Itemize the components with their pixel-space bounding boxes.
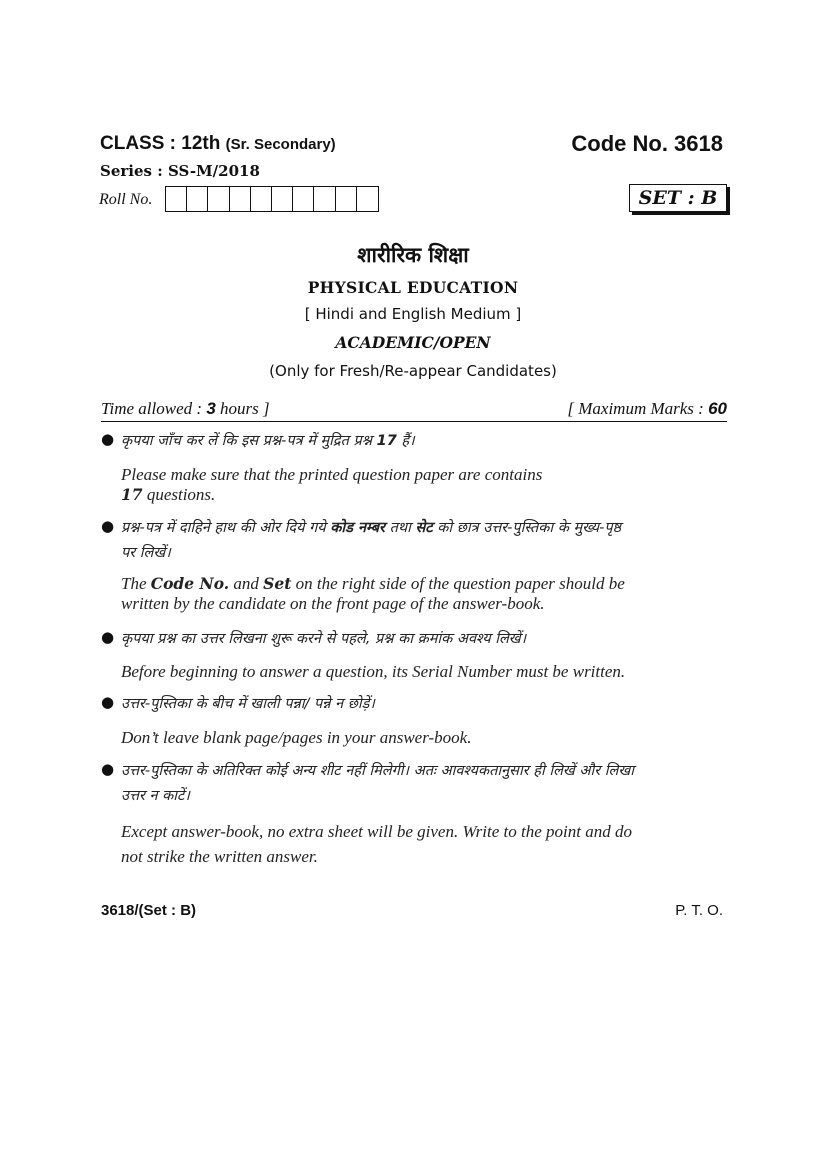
instruction-english [121,819,727,869]
roll-number-boxes[interactable] [165,186,379,212]
time-allowed-label: Time allowed : [101,399,207,418]
class-label: CLASS : 12th [100,133,221,154]
bullet-icon: ● [101,628,115,646]
roll-digit-box[interactable] [251,187,272,211]
text-line: उत्तर-पुस्तिका के अतिरिक्त कोई अन्य शीट नहीं मिलेगी। अतः आवश्यकतानुसार ही लिखें और लिखा [121,763,634,779]
text-segment: कृपया जाँच कर लें कि इस प्रश्न-पत्र में मुद्रित प्रश्न [121,433,377,449]
time-allowed-value: 3 [206,399,216,418]
text-line: Please make sure that the printed question paper are contains [121,465,543,484]
footer-code: 3618/(Set : B) [101,902,197,919]
instruction-english: Before beginning to answer a question, its Serial Number must be written. [121,662,626,681]
text-bold: 17 [121,485,143,504]
instruction-english: Don’t leave blank page/pages in your answer-book. [121,728,472,747]
class-sub: (Sr. Secondary) [225,136,336,153]
text-bold: 17 [376,433,397,449]
instruction-english [121,574,727,614]
text-bold: Set [263,574,292,593]
academic-label: ACADEMIC/OPEN [335,333,491,352]
class-heading [100,133,336,155]
bullet-icon: ● [101,430,115,448]
roll-digit-box[interactable] [293,187,314,211]
code-number: Code No. 3618 [571,131,723,156]
instruction-english [121,465,727,505]
text-segment: तथा [384,520,416,536]
instruction-hindi [121,759,727,809]
set-badge: SET : B [629,184,727,212]
roll-digit-box[interactable] [336,187,357,211]
text-line: पर लिखें। [121,545,171,561]
instruction-hindi [121,516,727,566]
time-allowed-unit: hours ] [215,399,270,418]
footer-pto: P. T. O. [675,902,723,919]
time-marks-row [101,399,727,422]
bullet-icon: ● [101,760,115,778]
text-line: not strike the written answer. [121,847,318,866]
roll-digit-box[interactable] [357,187,378,211]
roll-digit-box[interactable] [187,187,208,211]
text-segment: हैं। [396,433,415,449]
text-segment: प्रश्न-पत्र में दाहिने हाथ की ओर दिये गये [121,520,331,536]
text-line: उत्तर न काटें। [121,788,190,804]
text-bold: सेट [415,520,433,536]
text-segment: questions. [142,485,216,504]
roll-digit-box[interactable] [166,187,187,211]
roll-digit-box[interactable] [230,187,251,211]
roll-digit-box[interactable] [272,187,293,211]
roll-number-label: Roll No. [99,191,153,208]
instruction-hindi [121,429,727,454]
text-segment: को छात्र उत्तर-पुस्तिका के मुख्य-पृष्ठ [432,520,622,536]
bullet-icon: ● [101,517,115,535]
roll-digit-box[interactable] [208,187,229,211]
text-line: Except answer-book, no extra sheet will be given. Write to the point and do [121,822,632,841]
text-bold: कोड नम्बर [330,520,385,536]
instruction-hindi: उत्तर-पुस्तिका के बीच में खाली पन्ना/ पन्ने न छोड़ें। [121,696,375,712]
english-title: PHYSICAL EDUCATION [307,278,519,297]
max-marks-value: 60 [708,399,727,418]
time-allowed [101,399,270,419]
candidates-note: (Only for Fresh/Re-appear Candidates) [269,362,557,380]
series-label: Series : SS-M/2018 [100,162,260,180]
bullet-icon: ● [101,693,115,711]
text-segment: The [121,574,151,593]
medium-note: [ Hindi and English Medium ] [304,305,522,323]
text-bold: Code No. [150,574,230,593]
roll-digit-box[interactable] [314,187,335,211]
text-line: written by the candidate on the front page of the answer-book. [121,594,545,613]
instruction-hindi: कृपया प्रश्न का उत्तर लिखना शुरू करने से पहले, प्रश्न का क्रमांक अवश्य लिखें। [121,631,527,647]
text-segment: on the right side of the question paper should be [291,574,625,593]
text-segment: and [229,574,264,593]
maximum-marks [567,399,727,419]
hindi-title: शारीरिक शिक्षा [357,243,469,267]
max-marks-label: [ Maximum Marks : [567,399,709,418]
